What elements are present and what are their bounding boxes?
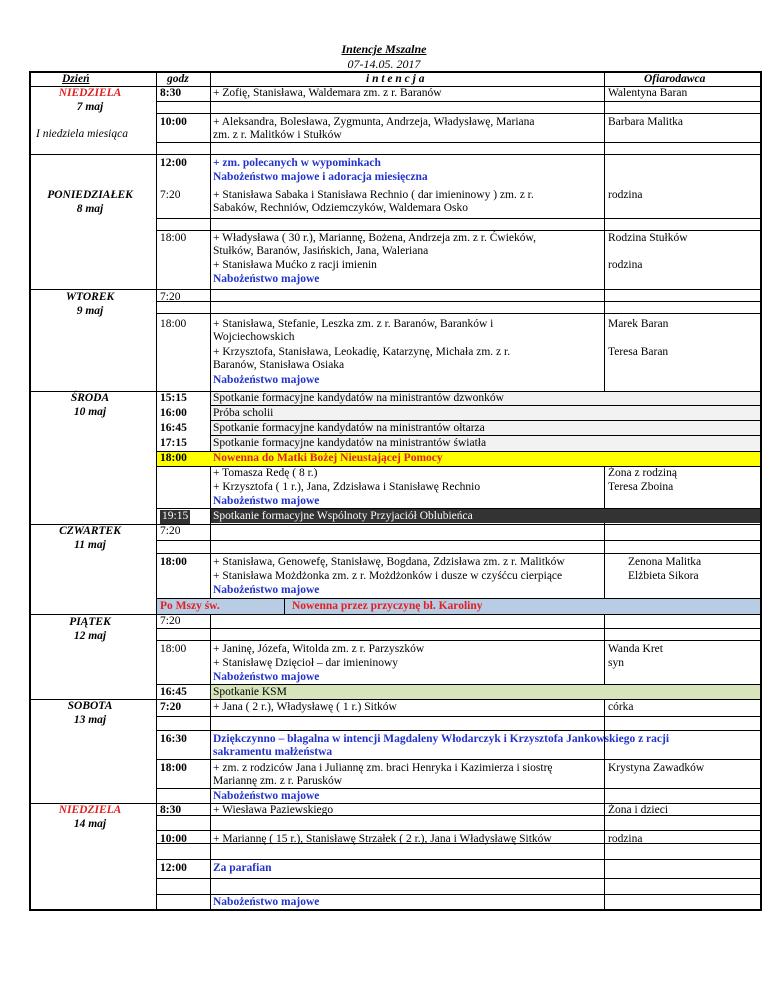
intention: Za parafian — [213, 862, 272, 874]
donor: Żona z rodziną — [608, 467, 677, 479]
event-time: 15:15 — [160, 392, 187, 404]
donor: Wanda Kret — [608, 643, 663, 655]
event: Próba scholii — [213, 407, 274, 419]
mass-time: 18:00 — [160, 762, 187, 774]
event: Spotkanie formacyjne kandydatów na ministrantów światła — [213, 437, 487, 449]
mass-time: 18:00 — [160, 318, 187, 330]
devotion: Nabożeństwo majowe — [213, 374, 320, 386]
mass-time: 18:00 — [160, 232, 187, 244]
donor: rodzina — [608, 259, 643, 271]
day-name: WTOREK — [65, 291, 115, 303]
mass-time: 7:20 — [160, 189, 181, 201]
col-header-intention: i n t e n c j a — [366, 73, 425, 85]
event: Spotkanie formacyjne kandydatów na ministrantów dzwonków — [213, 392, 504, 404]
intention: Mariannę zm. z r. Parusków — [213, 775, 343, 787]
donor: Marek Baran — [608, 318, 669, 330]
day-name: PONIEDZIAŁEK — [47, 189, 133, 201]
highlight-row-green — [211, 685, 760, 699]
col-divider-day — [156, 72, 157, 910]
mass-time: 12:00 — [160, 862, 187, 874]
page-title: Intencje Mszalne — [341, 42, 427, 56]
devotion: Nabożeństwo majowe — [213, 790, 320, 802]
intention: + Jana ( 2 r.), Władysławę ( 1 r.) Sitków — [213, 701, 397, 713]
devotion: Nabożeństwo majowe — [213, 896, 320, 908]
day-name: CZWARTEK — [59, 525, 121, 537]
donor: Rodzina Stułków — [608, 232, 688, 244]
mass-time: 8:30 — [160, 804, 182, 816]
intention: Dziękczynno – błagalna w intencji Magdaleny Włodarczyk i Krzysztofa Jankowskiego z racji — [213, 733, 670, 745]
donor: Teresa Zboina — [608, 481, 674, 493]
intention: zm. z r. Malitków i Stułków — [213, 129, 342, 141]
day-date: 7 maj — [76, 100, 104, 113]
event-time: 19:15 — [162, 510, 189, 522]
intention: + Stanisława Możdżonka zm. z r. Możdżonków i dusze w czyśćcu cierpiące — [213, 570, 563, 582]
devotion: Nabożeństwo majowe — [213, 495, 320, 507]
col-divider-donor — [604, 72, 605, 910]
mass-time: 18:00 — [160, 452, 187, 464]
event: Spotkanie formacyjne Wspólnoty Przyjaciół Oblubieńca — [213, 510, 473, 522]
devotion: Nabożeństwo majowe — [213, 584, 320, 596]
devotion: Nabożeństwo majowe — [213, 273, 320, 285]
donor: Żona i dzieci — [608, 804, 669, 816]
mass-time: 12:00 — [160, 157, 187, 169]
donor: rodzina — [608, 833, 643, 845]
day-note: I niedziela miesiąca — [36, 128, 128, 140]
day-wednesday — [30, 392, 150, 419]
intention: Wojciechowskich — [213, 331, 295, 343]
day-name: NIEDZIELA — [58, 804, 122, 816]
col-header-day: Dzień — [62, 73, 90, 85]
mass-time: 8:30 — [160, 87, 182, 99]
mass-time: 7:20 — [160, 525, 181, 537]
mass-time: 7:20 — [160, 615, 181, 627]
novena: Nowenna przez przyczynę bł. Karoliny — [292, 600, 483, 612]
mass-time: 10:00 — [160, 833, 187, 845]
day-name: ŚRODA — [70, 392, 110, 404]
donor: Elżbieta Sikora — [628, 570, 699, 582]
day-sunday-2 — [30, 804, 150, 831]
day-date: 12 maj — [73, 629, 107, 642]
donor: rodzina — [608, 189, 643, 201]
intention: + Władysława ( 30 r.), Mariannę, Bożena, Andrzeja zm. z r. Ćwieków, — [213, 232, 536, 244]
intention: Sabaków, Rechniów, Odziemczyków, Waldemara Osko — [213, 202, 468, 214]
intention: + Stanisława, Genowefę, Stanisławę, Bogdana, Zdzisława zm. z r. Malitków — [213, 556, 565, 568]
day-name: NIEDZIELA — [58, 87, 122, 99]
mass-time: 7:20 — [160, 701, 182, 713]
day-date: 10 maj — [73, 405, 107, 418]
day-tuesday — [30, 291, 150, 318]
intention: + Krzysztofa ( 1 r.), Jana, Zdzisława i Stanisławę Rechnio — [213, 481, 481, 493]
event-time: 16:45 — [160, 422, 187, 434]
donor: córka — [608, 701, 634, 713]
event-time: 16:45 — [160, 686, 187, 698]
col-header-hour: godz — [167, 73, 189, 85]
day-name: SOBOTA — [67, 700, 113, 712]
col-header-donor: Ofiarodawca — [644, 73, 706, 85]
col-divider-hour — [210, 72, 211, 910]
devotion: Nabożeństwo majowe i adoracja miesięczna — [213, 171, 428, 183]
day-date: 14 maj — [73, 817, 107, 830]
intention: + Stanisława, Stefanie, Leszka zm. z r. Baranów, Baranków i — [213, 318, 494, 330]
donor: Walentyna Baran — [608, 87, 688, 99]
intention: + Stanisława Sabaka i Stanisława Rechnio ( dar imieninowy ) zm. z r. — [213, 189, 534, 201]
day-date: 9 maj — [76, 304, 104, 317]
intention: + Wiesława Paziewskiego — [213, 804, 334, 816]
event: Spotkanie formacyjne kandydatów na ministrantów ołtarza — [213, 422, 485, 434]
day-sunday-1 — [30, 87, 150, 114]
day-date: 11 maj — [74, 538, 106, 551]
intention: + zm. polecanych w wypominkach — [213, 157, 381, 169]
donor: Teresa Baran — [608, 346, 669, 358]
date-range: 07-14.05. 2017 — [347, 57, 421, 71]
devotion: Nabożeństwo majowe — [213, 671, 320, 683]
event-time: Po Mszy św. — [160, 600, 220, 612]
intention: + Stanisławę Dzięcioł – dar imieninowy — [213, 657, 399, 669]
intention: + Aleksandra, Bolesława, Zygmunta, Andrzeja, Władysławę, Mariana — [213, 116, 535, 128]
donor: Barbara Malitka — [608, 116, 684, 128]
day-thursday — [30, 525, 150, 552]
mass-time: 18:00 — [160, 643, 187, 655]
intention: Baranów, Stanisława Osiaka — [213, 359, 345, 371]
event: Spotkanie KSM — [213, 686, 287, 698]
intention: sakramentu małżeństwa — [213, 746, 333, 758]
novena: Nowenna do Matki Bożej Nieustającej Pomocy — [213, 452, 443, 464]
intention: + Janinę, Józefa, Witolda zm. z r. Parzyszków — [213, 643, 425, 655]
day-date: 13 maj — [73, 713, 107, 726]
donor: Krystyna Zawadków — [608, 762, 705, 774]
donor: syn — [608, 657, 624, 669]
day-friday — [30, 616, 150, 643]
donor: Zenona Malitka — [628, 556, 702, 568]
mass-time: 7:20 — [160, 291, 181, 303]
mass-time: 10:00 — [160, 116, 187, 128]
day-saturday — [30, 700, 150, 727]
day-name: PIĄTEK — [69, 616, 111, 628]
intention: + Mariannę ( 15 r.), Stanisławę Strzałek ( 2 r.), Jana i Władysławę Sitków — [213, 833, 552, 845]
mass-time: 18:00 — [160, 556, 187, 568]
intention: + Tomasza Redę ( 8 r.) — [213, 467, 318, 479]
day-monday — [30, 189, 150, 216]
event-time: 17:15 — [160, 437, 187, 449]
intention: + Zofię, Stanisława, Waldemara zm. z r. Baranów — [213, 87, 442, 99]
intention: + zm. z rodziców Jana i Juliannę zm. braci Henryka i Kazimierza i siostrę — [213, 762, 553, 774]
intention: Stułków, Baranów, Jasińskich, Jana, Waleriana — [213, 245, 429, 257]
intention: + Krzysztofa, Stanisława, Leokadię, Katarzynę, Michała zm. z r. — [213, 346, 511, 358]
intention: + Stanisława Mućko z racji imienin — [213, 259, 377, 271]
day-date: 8 maj — [76, 202, 104, 215]
event-time: 16:00 — [160, 407, 187, 419]
mass-time: 16:30 — [160, 733, 187, 745]
